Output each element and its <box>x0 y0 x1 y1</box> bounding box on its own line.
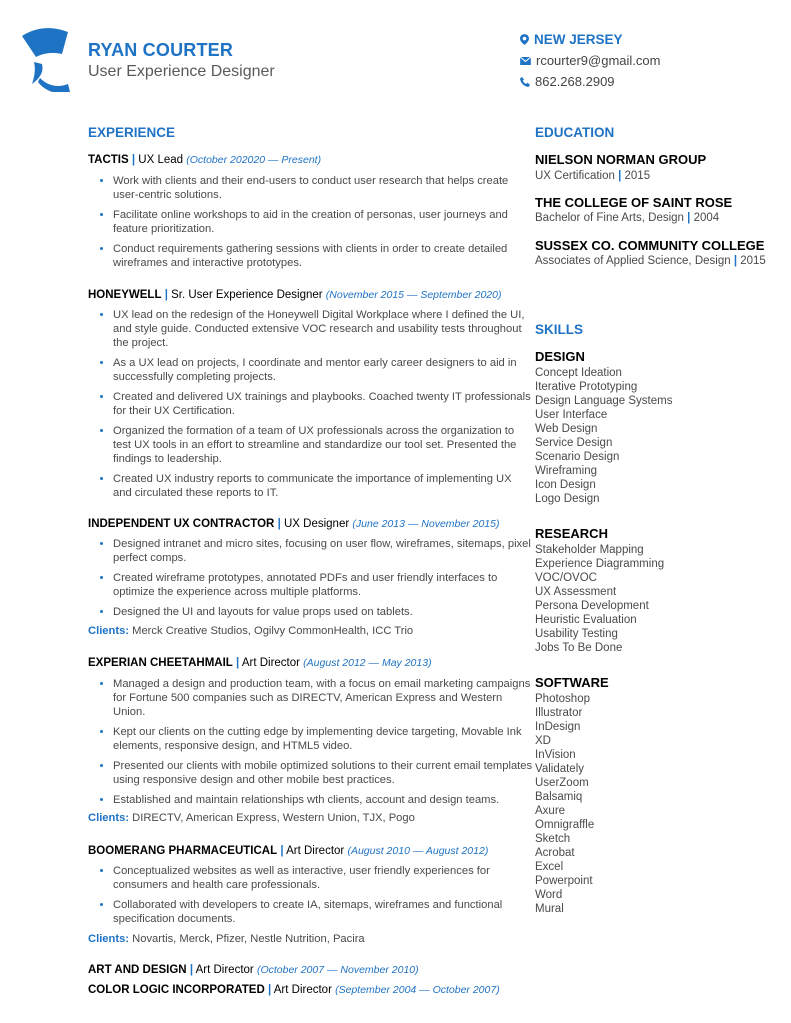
email-text[interactable]: rcourter9@gmail.com <box>536 53 661 68</box>
skill-item: Scenario Design <box>535 451 620 463</box>
job-header-experian <box>88 657 558 669</box>
job-company: TACTIS <box>88 154 129 166</box>
job-bullet: • Created UX industry reports to communicate the importance of implementing UX and circulated these reports to IT. <box>113 472 533 500</box>
skill-item: Stakeholder Mapping <box>535 544 644 556</box>
skill-item: Validately <box>535 763 585 775</box>
job-dates: (November 2015 — September 2020) <box>325 289 502 301</box>
job-bullet: • Designed intranet and micro sites, focusing on user flow, wireframes, sitemaps, pixel perfect comps. <box>113 537 533 565</box>
job-separator: | <box>277 518 281 530</box>
job-bullet: • Created wireframe prototypes, annotated PDFs and user friendly interfaces to optimize the experience across multiple platforms. <box>113 571 533 599</box>
skill-item: InVision <box>535 749 576 761</box>
skill-item: Logo Design <box>535 493 600 505</box>
education-separator: | <box>687 212 691 224</box>
job-bullet: • Conceptualized websites as well as interactive, user friendly experiences for consumers and health care professionals. <box>113 864 533 892</box>
skill-item: Iterative Prototyping <box>535 381 638 393</box>
job-company: EXPERIAN CHEETAHMAIL <box>88 657 233 669</box>
skill-item: Web Design <box>535 423 598 435</box>
skills-heading: SKILLS <box>535 322 584 337</box>
clients-experian <box>88 812 415 824</box>
phone-text[interactable]: 862.268.2909 <box>535 74 615 89</box>
job-bullet: • Created and delivered UX trainings and playbooks. Coached twenty IT professionals for their UX Certification. <box>113 390 533 418</box>
job-separator: | <box>189 964 194 976</box>
candidate-title: User Experience Designer <box>88 63 275 80</box>
job-bullet: • UX lead on the redesign of the Honeywell Digital Workplace where I defined the UI, and style guide. Conducted extensive VOC research and usability tests throughout the project. <box>113 308 533 350</box>
job-header-color-logic <box>88 984 558 996</box>
education-degree: Associates of Applied Science, Design <box>535 255 731 267</box>
skill-item: Icon Design <box>535 479 596 491</box>
job-bullet: • As a UX lead on projects, I coordinate and mentor early career designers to aid in successfully completing projects. <box>113 356 533 384</box>
job-header-independent <box>88 518 558 530</box>
job-role: Art Director <box>241 657 300 669</box>
skill-item: Design Language Systems <box>535 395 673 407</box>
education-degree: UX Certification <box>535 170 615 182</box>
job-dates: (August 2012 — May 2013) <box>303 657 432 669</box>
contact-phone[interactable] <box>520 74 615 89</box>
clients-boomerang <box>88 933 365 945</box>
job-role: Art Director <box>273 984 332 996</box>
job-bullet: • Presented our clients with mobile optimized solutions to their current email templates using responsive design and other mobile best practices. <box>113 759 533 787</box>
skill-item: User Interface <box>535 409 608 421</box>
job-company: COLOR LOGIC INCORPORATED <box>88 984 265 996</box>
education-year: 2004 <box>693 212 720 224</box>
skill-item: Experience Diagramming <box>535 558 665 570</box>
job-company: ART AND DESIGN <box>88 964 187 976</box>
skill-group-title: RESEARCH <box>535 526 608 541</box>
job-separator: | <box>267 984 272 996</box>
education-heading: EDUCATION <box>535 125 615 140</box>
job-separator: | <box>236 657 240 669</box>
job-bullet: • Organized the formation of a team of UX professionals across the organization to test UX tools in an effort to streamline and standardize our tool set. Presented the findings to leadership. <box>113 424 533 466</box>
job-header-tactis <box>88 154 558 166</box>
job-bullets-boomerang <box>100 864 533 932</box>
skill-item: Jobs To Be Done <box>535 642 623 654</box>
skill-item: Excel <box>535 861 564 873</box>
skill-item: XD <box>535 735 551 747</box>
job-company: BOOMERANG PHARMACEUTICAL <box>88 845 278 857</box>
skill-group-title: DESIGN <box>535 349 585 364</box>
skill-item: VOC/OVOC <box>535 572 597 584</box>
job-bullet: • Kept our clients on the cutting edge by implementing device targeting, Movable Ink elements, responsive design, and HTML5 video. <box>113 725 533 753</box>
education-school: THE COLLEGE OF SAINT ROSE <box>535 195 733 210</box>
job-header-art-and-design <box>88 964 558 976</box>
clients-label: Clients: <box>88 625 130 637</box>
job-dates: (October 202020 — Present) <box>186 154 322 166</box>
job-bullet: • Established and maintain relationships wth clients, account and design teams. <box>113 793 533 807</box>
job-dates: (August 2010 — August 2012) <box>347 845 489 857</box>
skill-list-research <box>535 543 664 655</box>
candidate-name: RYAN COURTER <box>88 40 234 60</box>
clients-list: Merck Creative Studios, Ogilvy CommonHealth, ICC Trio <box>132 625 414 637</box>
skill-item: Wireframing <box>535 465 597 477</box>
job-bullet: • Managed a design and production team, with a focus on email marketing campaigns for Fortune 500 companies such as DIRECTV, American Express and Western Union. <box>113 677 533 719</box>
education-separator: | <box>733 255 738 267</box>
education-year: 2015 <box>624 170 651 182</box>
skill-item: Photoshop <box>535 693 590 705</box>
job-dates: (September 2004 — October 2007) <box>335 984 500 996</box>
skill-item: Word <box>535 889 563 901</box>
skill-item: Persona Development <box>535 600 649 612</box>
job-separator: | <box>131 154 136 166</box>
skill-item: Mural <box>535 903 564 915</box>
job-header-boomerang <box>88 845 558 857</box>
phone-icon <box>520 77 530 87</box>
job-header-honeywell <box>88 289 558 301</box>
education-year: 2015 <box>740 255 766 267</box>
envelope-icon <box>520 57 531 65</box>
education-degree: Bachelor of Fine Arts, Design <box>535 212 684 224</box>
clients-list: Novartis, Merck, Pfizer, Nestle Nutrition, Pacira <box>132 933 365 945</box>
skill-item: Illustrator <box>535 707 583 719</box>
education-school: SUSSEX CO. COMMUNITY COLLEGE <box>535 238 765 253</box>
location-text: NEW JERSEY <box>534 32 623 47</box>
education-degree-line <box>535 212 719 224</box>
job-role: Art Director <box>286 845 345 857</box>
job-role: UX Lead <box>138 154 184 166</box>
job-role: UX Designer <box>283 518 350 530</box>
job-bullets-honeywell <box>100 308 533 506</box>
clients-label: Clients: <box>88 812 130 824</box>
job-dates: (October 2007 — November 2010) <box>256 964 419 976</box>
job-role: Sr. User Experience Designer <box>171 289 323 301</box>
skill-item: Axure <box>535 805 566 817</box>
job-bullet: • Designed the UI and layouts for value props used on tablets. <box>113 605 533 619</box>
skill-item: Powerpoint <box>535 875 593 887</box>
skill-item: Service Design <box>535 437 613 449</box>
contact-email[interactable] <box>520 53 660 68</box>
job-bullet: • Collaborated with developers to create IA, sitemaps, wireframes and functional specification documents. <box>113 898 533 926</box>
skill-group-title: SOFTWARE <box>535 675 609 690</box>
skill-item: Sketch <box>535 833 571 845</box>
skill-item: Concept Ideation <box>535 367 622 379</box>
skill-item: InDesign <box>535 721 581 733</box>
education-separator: | <box>618 170 622 182</box>
skill-item: UX Assessment <box>535 586 617 598</box>
education-degree-line <box>535 170 650 182</box>
job-bullet: • Conduct requirements gathering sessions with clients in order to create detailed wireframes and interactive prototypes. <box>113 242 533 270</box>
job-separator: | <box>280 845 284 857</box>
skill-item: Balsamiq <box>535 791 583 803</box>
skill-item: Heuristic Evaluation <box>535 614 637 626</box>
job-role: Art Director <box>195 964 254 976</box>
contact-location <box>520 32 623 47</box>
experience-heading: EXPERIENCE <box>88 125 176 140</box>
skill-item: UserZoom <box>535 777 589 789</box>
job-bullet: • Work with clients and their end-users to conduct user research that helps create user-centric solutions. <box>113 174 533 202</box>
clients-list: DIRECTV, American Express, Western Union, TJX, Pogo <box>132 812 415 824</box>
skill-list-design <box>535 366 672 506</box>
job-bullets-tactis <box>100 174 533 276</box>
job-bullet: • Facilitate online workshops to aid in the creation of personas, user journeys and feature prioritization. <box>113 208 533 236</box>
skill-item: Omnigraffle <box>535 819 595 831</box>
skill-list-software <box>535 692 594 916</box>
job-bullets-independent <box>100 537 533 625</box>
logo-mark <box>22 26 72 92</box>
skill-item: Usability Testing <box>535 628 618 640</box>
clients-independent <box>88 625 413 637</box>
clients-label: Clients: <box>88 933 130 945</box>
education-school: NIELSON NORMAN GROUP <box>535 152 707 167</box>
job-separator: | <box>164 289 168 301</box>
job-company: INDEPENDENT UX CONTRACTOR <box>88 518 275 530</box>
map-pin-icon <box>520 34 529 45</box>
job-bullets-experian <box>100 677 533 813</box>
skill-item: Acrobat <box>535 847 575 859</box>
job-dates: (June 2013 — November 2015) <box>352 518 500 530</box>
education-degree-line <box>535 255 766 267</box>
job-company: HONEYWELL <box>88 289 162 301</box>
